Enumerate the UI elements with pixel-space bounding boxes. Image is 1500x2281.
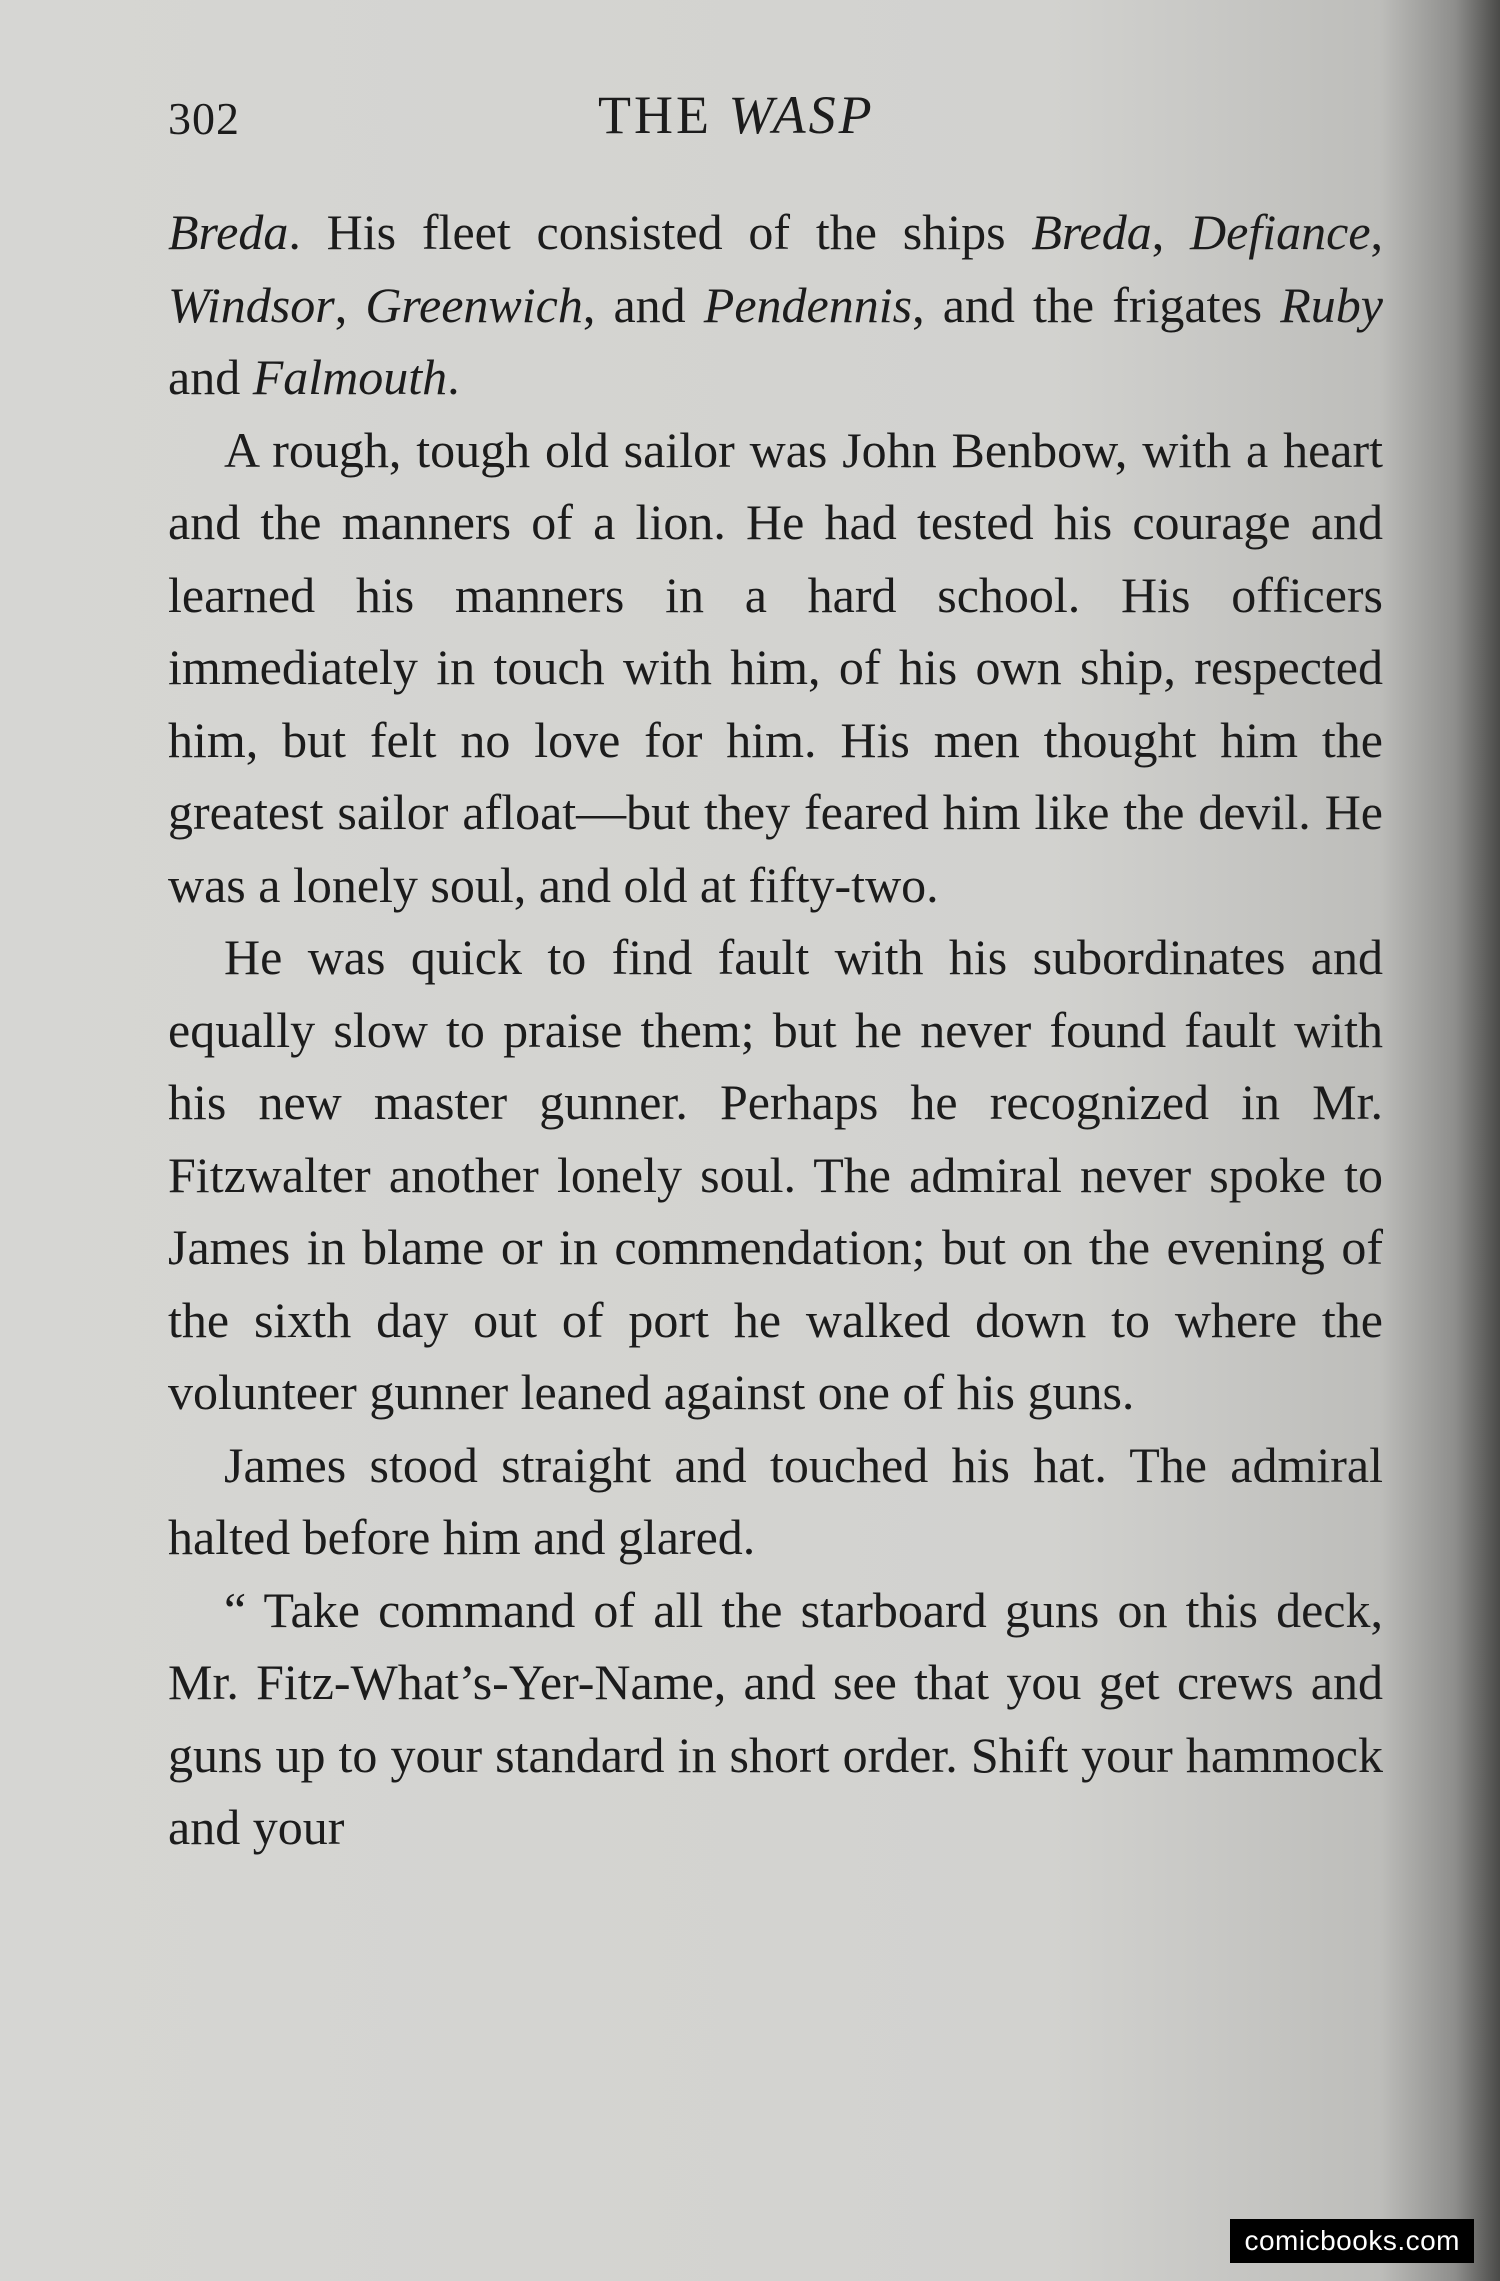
ship-name: Ruby (1280, 276, 1383, 333)
ship-name: Windsor (168, 276, 335, 333)
ship-name: Breda (1031, 204, 1152, 260)
running-head-title: WASP (728, 85, 875, 145)
text-run: , (1151, 204, 1191, 260)
paragraph (168, 1429, 1383, 1574)
text-run: . His fleet consisted of the ships (288, 204, 1032, 260)
running-head-prefix: THE (598, 85, 729, 145)
paragraph (168, 196, 1383, 414)
paragraph (168, 1574, 1383, 1864)
text-run: , (1370, 204, 1384, 260)
ship-name: Falmouth (252, 349, 448, 405)
text-run: James stood straight and touched his hat. The admiral halted before him and glared. (168, 1436, 1383, 1565)
text-run: . (447, 349, 460, 405)
text-run: and (168, 349, 253, 405)
ship-name: Breda (168, 204, 289, 260)
page-header (168, 78, 1380, 158)
text-run: , (334, 276, 366, 333)
ship-name: Defiance (1190, 204, 1371, 260)
ship-name: Greenwich (365, 276, 583, 333)
running-head (598, 84, 875, 146)
paragraph (168, 921, 1383, 1429)
text-run: , and the frigates (912, 276, 1281, 333)
ship-name: Pendennis (703, 276, 913, 333)
text-run: “ Take command of all the starboard guns on this deck, Mr. Fitz-What’s-Yer-Name, and see that you get crews and guns up to your standard in short order. Shift your hammock and your (168, 1581, 1383, 1855)
site-watermark: comicbooks.com (1230, 2219, 1474, 2263)
body-text (168, 196, 1383, 1864)
text-run: , and (582, 276, 704, 333)
page-number: 302 (168, 93, 240, 144)
text-run: He was quick to find fault with his subordinates and equally slow to praise them; but he never found fault with his new master gunner. Perhaps he recognized in Mr. Fitzwalter another lonely soul. The admiral never spoke to James in blame or in commendation; but on the evening of the sixth day out of port he walked down to where the volunteer gunner leaned against one of his guns. (168, 929, 1383, 1420)
text-run: A rough, tough old sailor was John Benbow, with a heart and the manners of a lion. He had tested his courage and learned his manners in a hard school. His officers immediately in touch with him, of his own ship, respected him, but felt no love for him. His men thought him the greatest sailor afloat—but they feared him like the devil. He was a lonely soul, and old at fifty-two. (168, 421, 1383, 913)
paragraph (168, 414, 1383, 922)
